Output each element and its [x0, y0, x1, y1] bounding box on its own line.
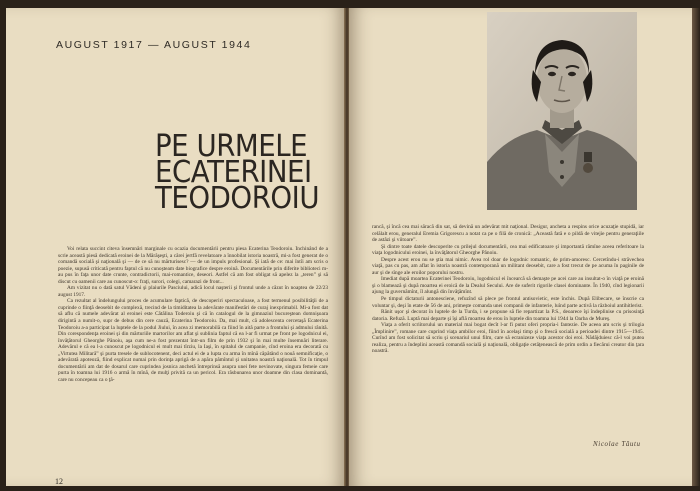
portrait-photo — [487, 12, 637, 210]
title-line-2: ECATERINEI — [155, 155, 312, 190]
right-paragraph: Despre acest erou nu se ştia mai nimic. Avea rol doar de logodnic romantic, de prim-amoresc. Cercetîndu-i străvechea viaţă, pas cu pas, am aflat în istoria noastră contemporană un militant deosebit, care a fost trecut de pe acuma în paginile de aur şi de sînge ale eroilor poporului nostru. — [372, 256, 644, 276]
right-paragraph: Rănit uşor şi decorat în luptele de la Turda, i se propune să fie repartizat la P.S., deoarece îşi îndeplinise cu prisosinţă datoria. Refuză. Luptă mai departe şi îşi află moartea de erou în luptele din toamna lui 1944 la Oarba de Mureş. — [372, 309, 644, 322]
left-paragraph: Ca rezultat al îndelungului proces de acumulare faptică, de descoperiri spectaculoase, a fost termenul posibilităţii de a cuprinde o fiinţă deosebit de complexă, trecind de la timiditatea la adevărate manifestări de curaj inexprimabil. Mi-a fost dat să aflu că numele adevărat al eroinei este Cătălina Toderoiu şi că în catalogul de la gimnaziul bucureştean domnişoara dirigintă a numit-o, supr de debus din cere cauză, Ecaterina Teodoroiu. Da, mai mult, că adolescenta cercetaşă Ecaterina Teodoroiu a-a participat la luptele de la podul Jiului, în acea zi memorabilă ca fiind în aită parte a frontului şi admului rănită. Din corespondenţa eroinei şi din mărturiile martorilor am aflat şi sublinia faptul că ea l-ar fi urmat pe front pe logodnicul ei, învăţătorul Gheorghe Pănoiu, aşa cum ne-a fost prezentat într-un film de prin 1932 şi în mai multe însemnări literare. Adevărul e că ea l-a cunoscut pe logodnicul ei mult mai tîrziu, la Iaşi, în spitalul de campanie, cînd eroina era decorată cu „Virtutea Militară” şi purta tresele de sublocotenent, deci actul ei de a lupta cu arma în mînă căpătând o nouă semnificaţie, o adevărată apoteoză, fiind explicat numai prin dorinţa aprigă de a apăra pămîntul şi unitatea noastră naţională. Tot în timpul documentării am dat de dosarul care cuprindea josnica anchetă întreprinsă asupra unei fete nevinovate, singura femeie care purta în toamna lui 1916 o armă în mînă, de mulţi privită ca un pericol. Era răsbunarea unor doamne din clasa dominantă, care nu concepeau ca o ţă- — [58, 298, 328, 383]
page-number: 12 — [55, 477, 63, 486]
right-paragraph: Pe timpul dictaturii antonesciene, refuzînd să plece pe frontul antisovietic, este închis. După Elibecare, se înscrie ca voluntar şi, deşi în etate de 56 de ani, primeşte comanda unei companii de infanterie, luînd parte activă la războiul antihitlerist. — [372, 296, 644, 309]
left-paragraph: Am vizitat nu o dată satul Vădeni şi plaiurile Pasciului, adică locul naşterii şi frontul unde a căzut în noaptea de 22/23 august 1917. — [58, 285, 328, 298]
title-line-1: PE URMELE — [155, 129, 308, 164]
right-paragraph: Imediat după moartea Ecaterinei Teodoroiu, logodnicul ei încearcă să demaşte pe acei care au insultat-o în viaţă pe eroină şi o blamează şi după moartea ei eroică de la Dealul Secului. Are de suferit rigorile clasei dominante. În 1940, cînd legionarii ajung la guvernămînt, îl alungă din învăţămînt. — [372, 276, 644, 296]
article-title — [155, 129, 333, 216]
right-paragraph: Şi dintre toate datele descoperite cu prilejul documentării, cea mai edificatoare şi importantă rămîne aceea referitoare la viaţa logodnicului eroinei, la învăţătorul Gheorghe Pănoiu. — [372, 243, 644, 257]
right-column-text — [372, 224, 644, 432]
left-column-text — [58, 246, 328, 464]
author-signature: Nicolae Tăutu — [593, 440, 641, 448]
article-date-header: AUGUST 1917 — AUGUST 1944 — [56, 39, 252, 51]
right-paragraph: rancă, şi încă cea mai săracă din sat, să devină un adevărat mit naţional. Desigur, ancheta a respins orice acuzaţie stupidă, iar celălalt erou, generalul Eremia Grigorescu a notat ca pe o filă de cronică: „Această fată e o pildă de vitejie pentru generaţiile de astăzi şi viitoare”. — [372, 224, 644, 244]
page-edge — [692, 8, 700, 486]
left-paragraph: Voi relata succint citeva însemnări marginale cu ocazia documentării pentru piesa Ecaterina Teodoroiu. Închinând de a scrie această piesă dedicată eroinei de la Mărăşeşti, a cărei jertfă revelatoare a înnobilat istoria noastră, mi-a fost generat de o comandă socială şi naţională şi — de ce să nu mărturisesc? — de un impuls profesional. Şi iată de ce: mai întîi am scris o poezie, supusă criticată pentru faptul că nu cunoşteam date biografice despre eroină. Documentările prin diferite biblioteci m-au pus în faţa unor date crunte, contradictorii, mai-romantice, deseori. Astfel că am fost obligat să apelez la „teren” şi să discut cu oamenii care au cunoscut-o: fraţi, surori, colegi, camarazi de front... — [58, 246, 328, 285]
right-paragraph: Viaţa a oferit scriitorului un material mai bogat decît l-ar fi putut oferi propria-i fantezie. De aceea am scris şi trilogia „Împlinire”, romane care cuprind viaţa ambilor eroi, fiind în acelaşi timp şi o frescă socială a perioadei dintre 1915—1945. Curînd am fost solicitat să scriu şi scenariul unui film, care să ecranizeze viaţa acestor doi eroi. Nădăjduiesc că-l voi putea realiza, pentru a îndeplini această comandă socială şi naţională, obligaţie cetăţenească de prim ordin a fiecărui creator din ţara noastră. — [372, 322, 644, 355]
title-line-3: TEODOROIU — [155, 181, 320, 216]
